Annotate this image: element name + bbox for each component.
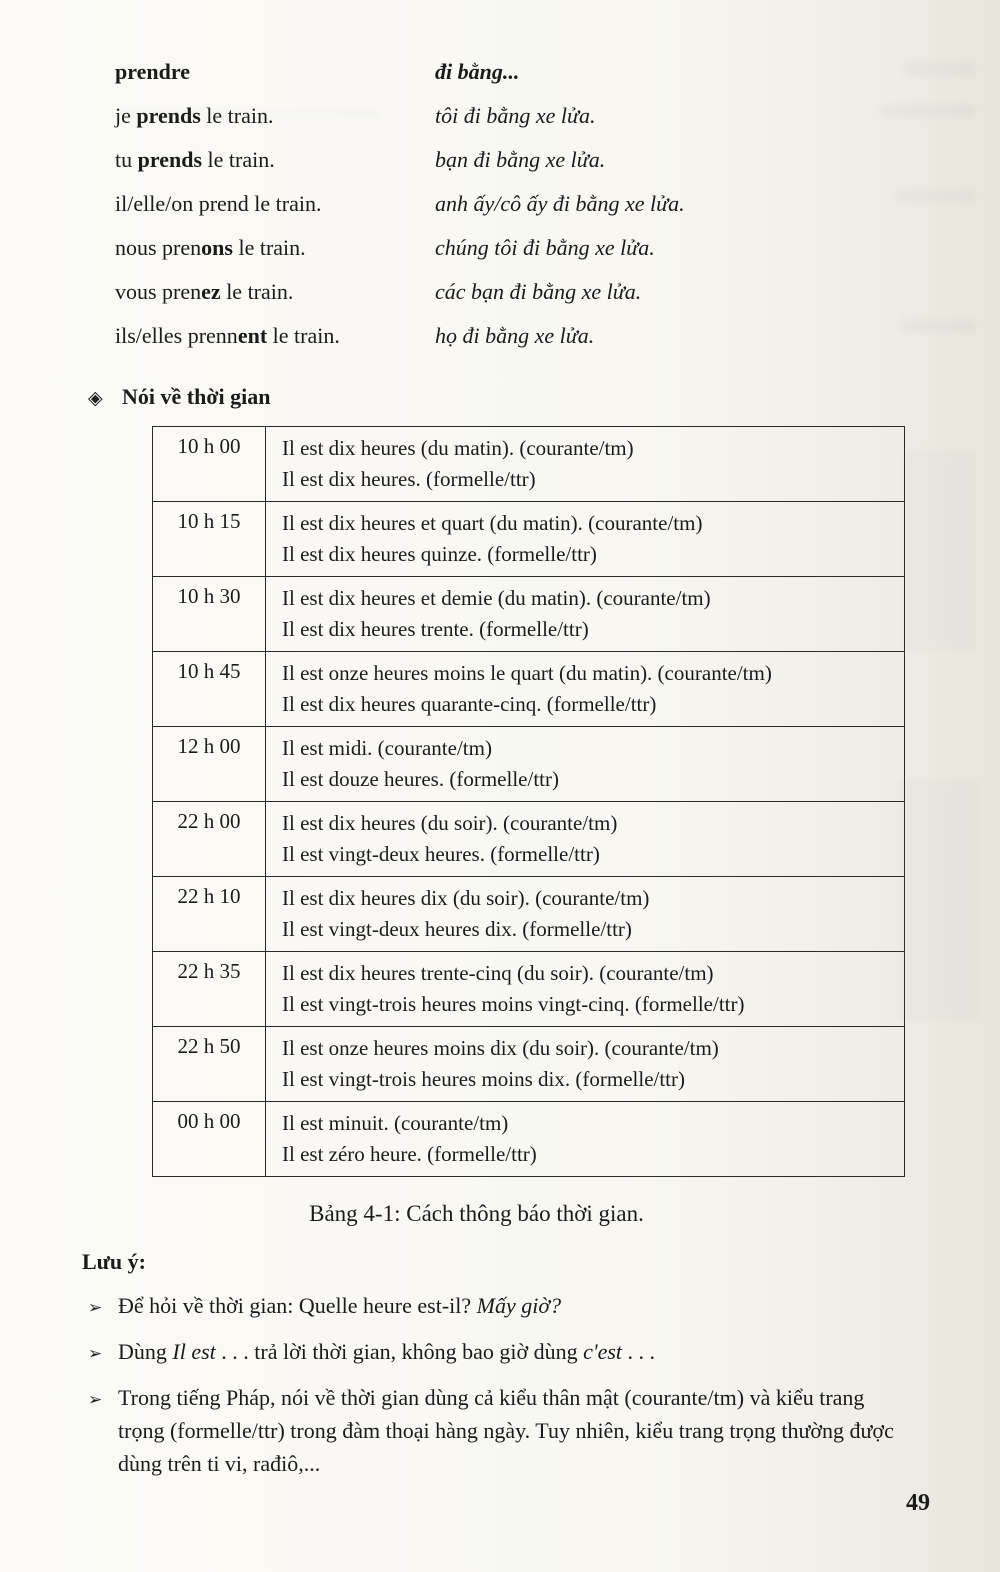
time-row bbox=[153, 1102, 905, 1177]
verb-translation: đi bằng... bbox=[435, 59, 520, 84]
time-expression-line: Il est dix heures quarante-cinq. (formelle/ttr) bbox=[282, 692, 657, 716]
time-expressions bbox=[266, 502, 905, 577]
time-expression-line: Il est vingt-deux heures dix. (formelle/ttr) bbox=[282, 917, 632, 941]
time-expression-line: Il est dix heures (du matin). (courante/tm) bbox=[282, 436, 634, 460]
time-row bbox=[153, 577, 905, 652]
table-caption: Bảng 4-1: Cách thông báo thời gian. bbox=[309, 1201, 644, 1226]
time-expression-line: Il est vingt-deux heures. (formelle/ttr) bbox=[282, 842, 600, 866]
time-expressions bbox=[266, 652, 905, 727]
time-expression-line: Il est dix heures. (formelle/ttr) bbox=[282, 467, 536, 491]
text-segment: ons bbox=[201, 235, 233, 260]
conjugation-row bbox=[115, 94, 905, 138]
time-expression-line: Il est minuit. (courante/tm) bbox=[282, 1111, 509, 1135]
time-expressions bbox=[266, 1102, 905, 1177]
time-expressions bbox=[266, 577, 905, 652]
time-expression-line: Il est vingt-trois heures moins dix. (formelle/ttr) bbox=[282, 1067, 685, 1091]
time-value: 22 h 00 bbox=[153, 802, 266, 877]
note-item bbox=[88, 1381, 905, 1480]
vietnamese-translation: họ đi bằng xe lửa. bbox=[435, 323, 595, 348]
bleed-smudge bbox=[895, 190, 975, 202]
text-segment: ez bbox=[201, 279, 221, 304]
text-segment: Trong tiếng Pháp, nói về thời gian dùng cả kiểu thân mật (courante/tm) và kiểu trang trọng (formelle/ttr) trong đàm thoại hàng ngày. Tuy nhiên, kiểu trang trọng thường được dùng trên ti vi, rađiô,... bbox=[118, 1385, 894, 1476]
time-expression-line: Il est dix heures et quart (du matin). (courante/tm) bbox=[282, 511, 703, 535]
time-expressions bbox=[266, 952, 905, 1027]
french-phrase bbox=[115, 94, 435, 138]
conjugation-row bbox=[115, 270, 905, 314]
conjugation-row bbox=[115, 138, 905, 182]
vietnamese-translation: tôi đi bằng xe lửa. bbox=[435, 103, 596, 128]
page-number: 49 bbox=[906, 1490, 930, 1516]
conjugation-rows bbox=[115, 94, 905, 358]
text-segment: prends bbox=[137, 147, 203, 172]
bleed-smudge bbox=[900, 780, 978, 1020]
text-segment: . . . bbox=[622, 1339, 656, 1364]
time-expression-line: Il est dix heures quinze. (formelle/ttr) bbox=[282, 542, 597, 566]
french-phrase bbox=[115, 138, 435, 182]
bleed-smudge bbox=[905, 450, 975, 650]
french-phrase bbox=[115, 182, 435, 226]
bleed-smudge bbox=[900, 320, 975, 332]
time-expressions bbox=[266, 877, 905, 952]
time-table-body bbox=[153, 427, 905, 1177]
time-expression-line: Il est midi. (courante/tm) bbox=[282, 736, 492, 760]
conjugation-row bbox=[115, 226, 905, 270]
text-segment: le train. bbox=[220, 279, 294, 304]
time-row bbox=[153, 802, 905, 877]
time-expression-line: Il est onze heures moins le quart (du matin). (courante/tm) bbox=[282, 661, 772, 685]
time-value: 10 h 00 bbox=[153, 427, 266, 502]
text-segment: le train. bbox=[232, 235, 306, 260]
text-segment: Il est bbox=[172, 1339, 216, 1364]
vietnamese-translation: anh ấy/cô ấy đi bằng xe lửa. bbox=[435, 191, 685, 216]
time-expression-line: Il est dix heures trente. (formelle/ttr) bbox=[282, 617, 589, 641]
time-value: 22 h 35 bbox=[153, 952, 266, 1027]
time-expressions bbox=[266, 1027, 905, 1102]
french-phrase bbox=[115, 270, 435, 314]
time-expression-line: Il est dix heures dix (du soir). (courante/tm) bbox=[282, 886, 650, 910]
verb-infinitive: prendre bbox=[115, 59, 190, 84]
time-expressions bbox=[266, 802, 905, 877]
text-segment: ils/elles prenn bbox=[115, 323, 238, 348]
time-row bbox=[153, 652, 905, 727]
section-title: Nói về thời gian bbox=[122, 384, 271, 409]
french-phrase bbox=[115, 226, 435, 270]
bleed-smudge bbox=[905, 62, 975, 76]
text-segment: le train. bbox=[202, 147, 275, 172]
text-segment: il/elle/on prend le train. bbox=[115, 191, 322, 216]
text-segment: Để hỏi về thời gian: Quelle heure est-il? bbox=[118, 1293, 477, 1318]
time-expression-line: Il est dix heures trente-cinq (du soir). (courante/tm) bbox=[282, 961, 714, 985]
text-segment: je bbox=[115, 103, 137, 128]
vietnamese-translation: chúng tôi đi bằng xe lửa. bbox=[435, 235, 655, 260]
note-item bbox=[88, 1335, 905, 1370]
time-value: 10 h 45 bbox=[153, 652, 266, 727]
time-expression-line: Il est dix heures et demie (du matin). (courante/tm) bbox=[282, 586, 711, 610]
notes-title: Lưu ý: bbox=[82, 1249, 146, 1274]
text-segment: prends bbox=[136, 103, 201, 128]
time-value: 12 h 00 bbox=[153, 727, 266, 802]
text-segment: tu bbox=[115, 147, 138, 172]
note-text bbox=[118, 1289, 905, 1324]
text-segment: vous pren bbox=[115, 279, 202, 304]
time-row bbox=[153, 877, 905, 952]
time-value: 10 h 15 bbox=[153, 502, 266, 577]
time-expression-line: Il est dix heures (du soir). (courante/tm) bbox=[282, 811, 618, 835]
time-value: 00 h 00 bbox=[153, 1102, 266, 1177]
note-item bbox=[88, 1289, 905, 1324]
vietnamese-translation: các bạn đi bằng xe lửa. bbox=[435, 279, 642, 304]
note-text bbox=[118, 1381, 905, 1480]
text-segment: nous pren bbox=[115, 235, 202, 260]
time-row bbox=[153, 502, 905, 577]
diamond-bullet-icon: ◈ bbox=[88, 388, 103, 409]
french-phrase bbox=[115, 314, 435, 358]
text-segment: Dùng bbox=[118, 1339, 173, 1364]
arrow-bullet-icon: ➢ bbox=[88, 1344, 103, 1363]
arrow-bullet-icon: ➢ bbox=[88, 1390, 103, 1409]
time-expression-line: Il est vingt-trois heures moins vingt-cinq. (formelle/ttr) bbox=[282, 992, 745, 1016]
time-expression-line: Il est douze heures. (formelle/ttr) bbox=[282, 767, 559, 791]
conjugation-row bbox=[115, 314, 905, 358]
text-segment: . . . trả lời thời gian, không bao giờ dùng bbox=[215, 1339, 584, 1364]
time-row bbox=[153, 427, 905, 502]
time-value: 22 h 10 bbox=[153, 877, 266, 952]
arrow-bullet-icon: ➢ bbox=[88, 1298, 103, 1317]
note-text bbox=[118, 1335, 905, 1370]
text-segment: c'est bbox=[583, 1339, 623, 1364]
conjugation-row bbox=[115, 182, 905, 226]
time-value: 22 h 50 bbox=[153, 1027, 266, 1102]
text-segment: ent bbox=[237, 323, 268, 348]
notes-list bbox=[88, 1289, 905, 1480]
time-row bbox=[153, 727, 905, 802]
time-expressions bbox=[266, 727, 905, 802]
conjugation-header-row bbox=[115, 50, 905, 94]
text-segment: le train. bbox=[267, 323, 340, 348]
conjugation-block bbox=[115, 50, 905, 358]
time-table bbox=[152, 426, 905, 1177]
time-expression-line: Il est onze heures moins dix (du soir). (courante/tm) bbox=[282, 1036, 719, 1060]
time-expressions bbox=[266, 427, 905, 502]
vietnamese-translation: bạn đi bằng xe lửa. bbox=[435, 147, 606, 172]
text-segment: Mấy giờ? bbox=[476, 1293, 562, 1318]
time-expression-line: Il est zéro heure. (formelle/ttr) bbox=[282, 1142, 537, 1166]
time-value: 10 h 30 bbox=[153, 577, 266, 652]
text-segment: le train. bbox=[200, 103, 274, 128]
time-row bbox=[153, 1027, 905, 1102]
time-row bbox=[153, 952, 905, 1027]
section-heading bbox=[88, 384, 905, 410]
